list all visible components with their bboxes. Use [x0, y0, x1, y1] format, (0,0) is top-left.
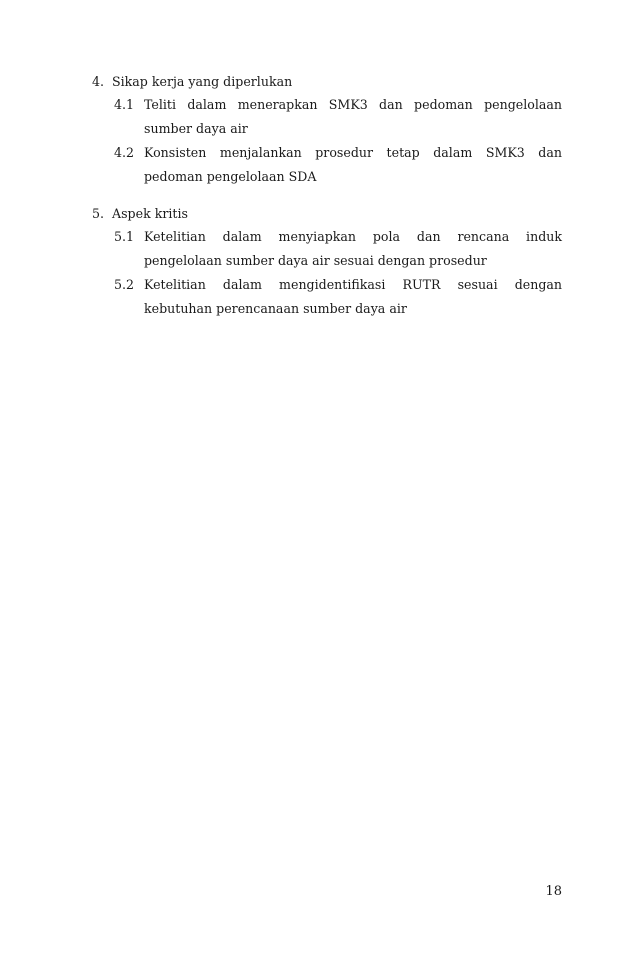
list-item — [114, 273, 562, 321]
section-heading — [92, 71, 562, 93]
item-number: 5.1 — [114, 229, 135, 244]
item-number: 4.2 — [114, 145, 135, 160]
section-title: Sikap kerja yang diperlukan — [112, 74, 293, 89]
item-text: Konsisten menjalankan prosedur tetap dalam SMK3 dan pedoman pengelolaan SDA — [144, 145, 562, 184]
page-number: 18 — [545, 884, 562, 899]
item-number: 4.1 — [114, 97, 135, 112]
section-title: Aspek kritis — [112, 206, 188, 221]
item-number: 5.2 — [114, 277, 135, 292]
item-text: Teliti dalam menerapkan SMK3 dan pedoman pengelolaan sumber daya air — [144, 97, 562, 136]
section-number: 5. — [92, 206, 105, 221]
list-item — [114, 225, 562, 273]
list-item — [114, 141, 562, 189]
section-number: 4. — [92, 74, 105, 89]
section-sikap-kerja — [92, 71, 562, 189]
list-item — [114, 93, 562, 141]
section-aspek-kritis — [92, 203, 562, 321]
section-heading — [92, 203, 562, 225]
item-text: Ketelitian dalam menyiapkan pola dan rencana induk pengelolaan sumber daya air sesuai dengan prosedur — [144, 229, 562, 268]
item-text: Ketelitian dalam mengidentifikasi RUTR sesuai dengan kebutuhan perencanaan sumber daya air — [144, 277, 562, 316]
